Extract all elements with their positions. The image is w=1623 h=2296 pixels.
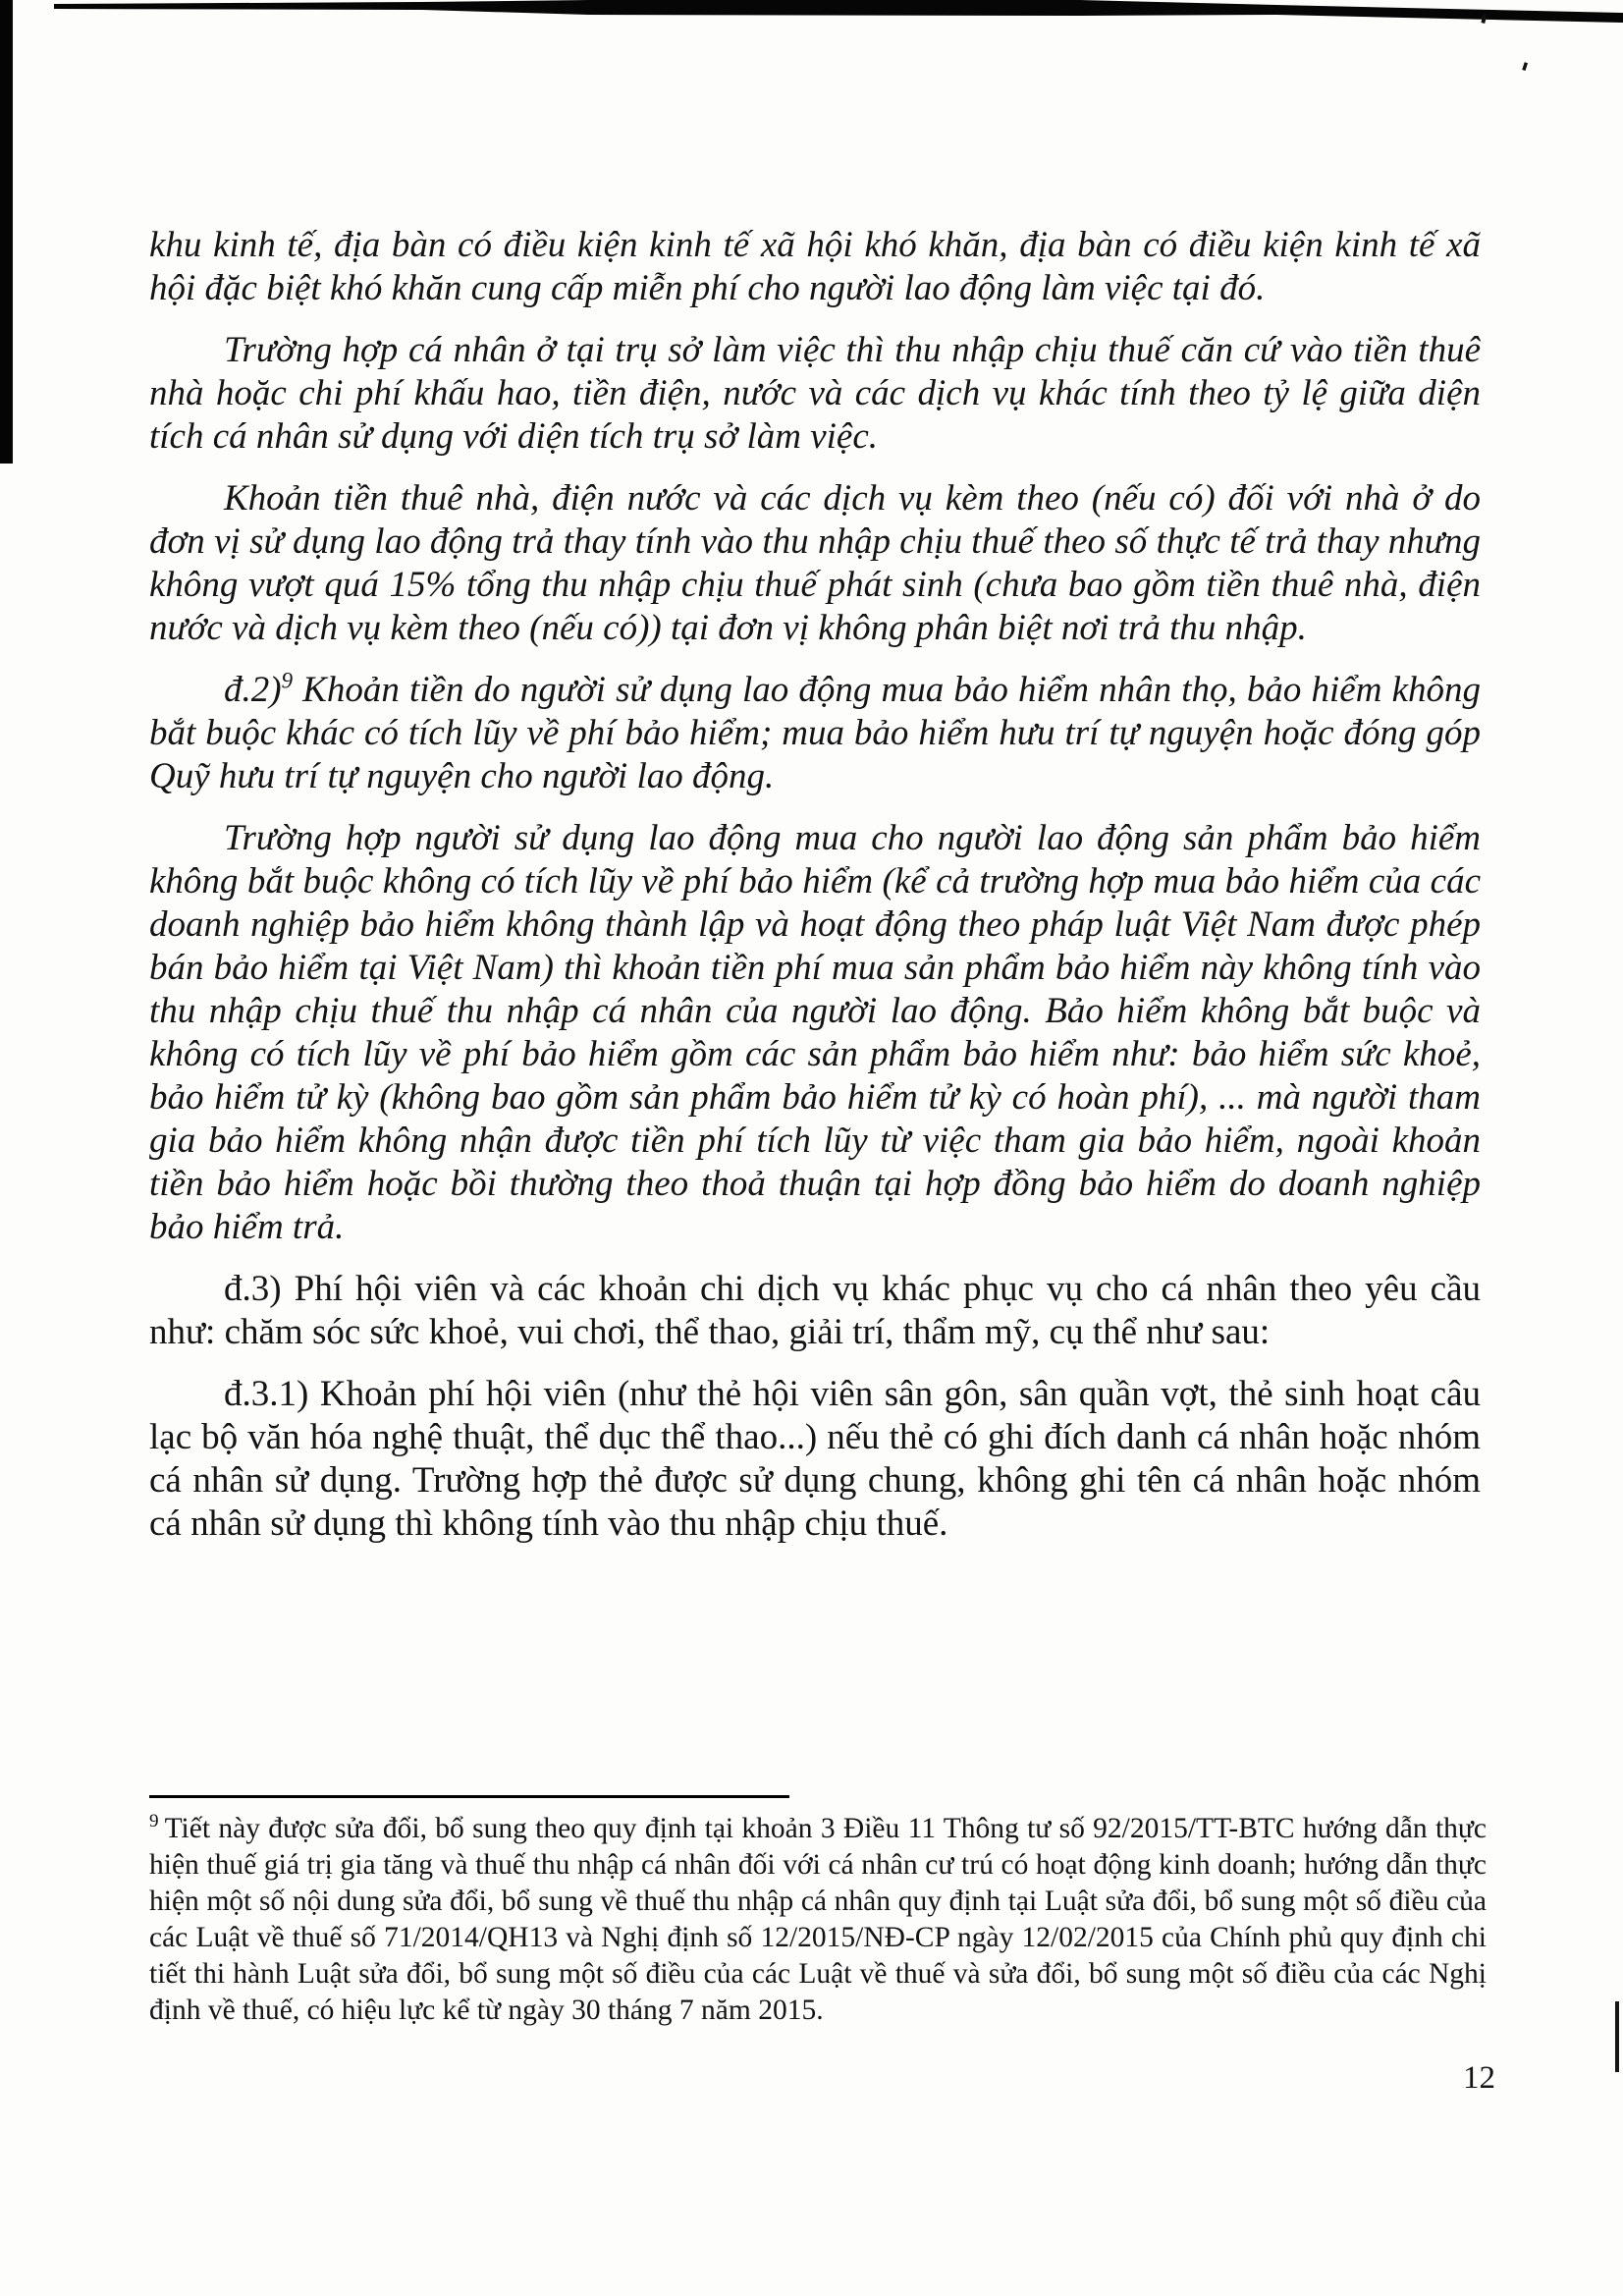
footnote — [149, 1811, 1487, 2029]
paragraph-d2-text: Khoản tiền do người sử dụng lao động mua bảo hiểm nhân thọ, bảo hiểm không bắt buộc khác có tích lũy về phí bảo hiểm; mua bảo hiểm hưu trí tự nguyện hoặc đóng góp Quỹ hưu trí tự nguyện cho người lao động. — [149, 670, 1481, 796]
scan-speck: ' — [1512, 56, 1533, 92]
page-number: 12 — [1463, 2060, 1495, 2096]
scan-artifact-right-dash — [1615, 2001, 1619, 2072]
footnote-reference-9: 9 — [281, 668, 294, 693]
scan-artifact-left-bar — [0, 0, 13, 464]
scan-speck: ' — [1472, 7, 1492, 48]
paragraph-continuation: khu kinh tế, địa bàn có điều kiện kinh tế xã hội khó khăn, địa bàn có điều kiện kinh tế xã hội đặc biệt khó khăn cung cấp miễn phí cho người lao động làm việc tại đó. — [149, 225, 1481, 308]
paragraph-d3: đ.3) Phí hội viên và các khoản chi dịch vụ khác phục vụ cho cá nhân theo yêu cầu như: chăm sóc sức khoẻ, vui chơi, thể thao, giải trí, thẩm mỹ, cụ thể như sau: — [149, 1269, 1481, 1352]
scan-artifact-top-bar-shape — [0, 0, 1623, 29]
footnote-separator-rule — [149, 1795, 789, 1798]
paragraph-khoan-tien-thue-nha: Khoản tiền thuê nhà, điện nước và các dịch vụ kèm theo (nếu có) đối với nhà ở do đơn vị sử dụng lao động trả thay tính vào thu nhập chịu thuế theo số thực tế trả thay nhưng không vượt quá 15% tổng thu nhập chịu thuế phát sinh (chưa bao gồm tiền thuê nhà, điện nước và dịch vụ kèm theo (nếu có)) tại đơn vị không phân biệt nơi trả thu nhập. — [149, 478, 1481, 648]
footnote-text: Tiết này được sửa đổi, bổ sung theo quy định tại khoản 3 Điều 11 Thông tư số 92/2015/TT-BTC hướng dẫn thực hiện thuế giá trị gia tăng và thuế thu nhập cá nhân đối với cá nhân cư trú có hoạt động kinh doanh; hướng dẫn thực hiện một số nội dung sửa đổi, bổ sung về thuế thu nhập cá nhân quy định tại Luật sửa đổi, bổ sung một số điều của các Luật về thuế số 71/2014/QH13 và Nghị định số 12/2015/NĐ-CP ngày 12/02/2015 của Chính phủ quy định chi tiết thi hành Luật sửa đổi, bổ sung một số điều của các Luật về thuế và sửa đổi, bổ sung một số điều của các Nghị định về thuế, có hiệu lực kể từ ngày 30 tháng 7 năm 2015. — [149, 1813, 1487, 2026]
scan-artifact-top-bar — [0, 0, 1623, 29]
footnote-marker-9: 9 — [149, 1811, 159, 1832]
paragraph-d2 — [149, 669, 1481, 798]
paragraph-d3-1: đ.3.1) Khoản phí hội viên (như thẻ hội viên sân gôn, sân quần vợt, thẻ sinh hoạt câu lạc bộ văn hóa nghệ thuật, thể dục thể thao...) nếu thẻ có ghi đích danh cá nhân hoặc nhóm cá nhân sử dụng. Trường hợp thẻ được sử dụng chung, không ghi tên cá nhân hoặc nhóm cá nhân sử dụng thì không tính vào thu nhập chịu thuế. — [149, 1374, 1481, 1544]
paragraph-d2-lead: đ.2) — [224, 670, 282, 710]
document-body — [149, 224, 1481, 1564]
paragraph-truong-hop-ca-nhan: Trường hợp cá nhân ở tại trụ sở làm việc thì thu nhập chịu thuế căn cứ vào tiền thuê nhà hoặc chi phí khấu hao, tiền điện, nước và các dịch vụ khác tính theo tỷ lệ giữa diện tích cá nhân sử dụng với diện tích trụ sở làm việc. — [149, 330, 1481, 457]
paragraph-truong-hop-nguoi-su-dung: Trường hợp người sử dụng lao động mua cho người lao động sản phẩm bảo hiểm không bắt buộc không có tích lũy về phí bảo hiểm (kể cả trường hợp mua bảo hiểm của các doanh nghiệp bảo hiểm không thành lập và hoạt động theo pháp luật Việt Nam được phép bán bảo hiểm tại Việt Nam) thì khoản tiền phí mua sản phẩm bảo hiểm này không tính vào thu nhập chịu thuế thu nhập cá nhân của người lao động. Bảo hiểm không bắt buộc và không có tích lũy về phí bảo hiểm gồm các sản phẩm bảo hiểm như: bảo hiểm sức khoẻ, bảo hiểm tử kỳ (không bao gồm sản phẩm bảo hiểm tử kỳ có hoàn phí), ... mà người tham gia bảo hiểm không nhận được tiền phí tích lũy từ việc tham gia bảo hiểm, ngoài khoản tiền bảo hiểm hoặc bồi thường theo thoả thuận tại hợp đồng bảo hiểm do doanh nghiệp bảo hiểm trả. — [149, 818, 1481, 1247]
